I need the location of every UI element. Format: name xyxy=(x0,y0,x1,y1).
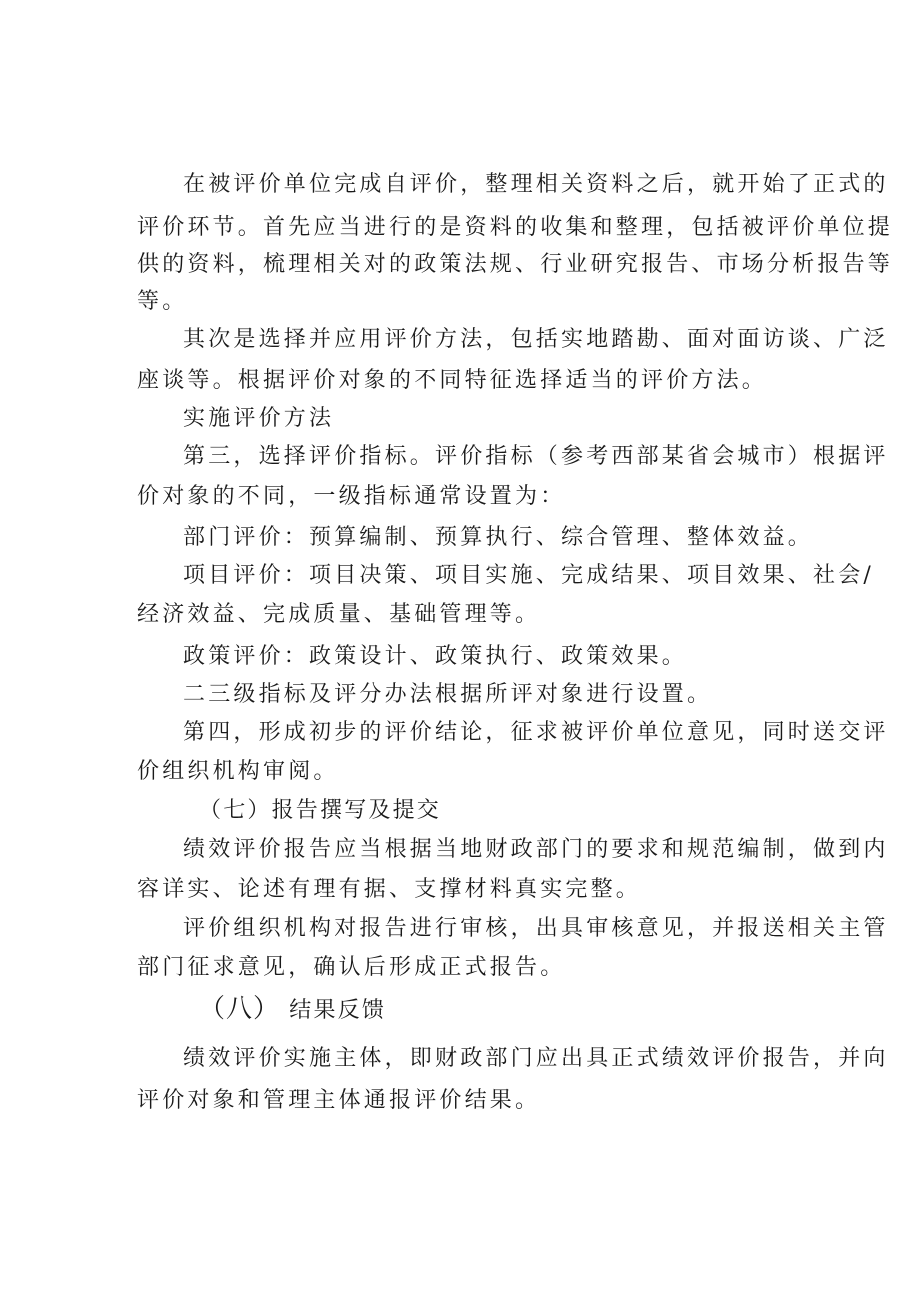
heading-close-paren: ） xyxy=(253,994,281,1024)
paragraph-line: 座谈等。根据评价对象的不同特征选择适当的评价方法。 xyxy=(137,368,768,393)
heading-number: 八 xyxy=(226,994,254,1024)
paragraph-line: 在被评价单位完成自评价，整理相关资料之后，就开始了正式的 xyxy=(183,172,889,197)
section-heading-8 xyxy=(199,994,386,1026)
paragraph-line: 供的资料，梳理相关对的政策法规、行业研究报告、市场分析报告等 xyxy=(137,252,894,277)
paragraph-line: 政策评价：政策设计、政策执行、政策效果。 xyxy=(183,644,688,669)
paragraph-line: 绩效评价报告应当根据当地财政部门的要求和规范编制，做到内 xyxy=(183,837,889,862)
paragraph-line: 价对象的不同，一级指标通常设置为： xyxy=(137,484,566,509)
paragraph-line: 部门征求意见，确认后形成正式报告。 xyxy=(137,955,566,980)
paragraph-line: 实施评价方法 xyxy=(183,406,335,431)
paragraph-line: 其次是选择并应用评价方法，包括实地踏勘、面对面访谈、广泛 xyxy=(183,327,889,352)
paragraph-line: 项目评价：项目决策、项目实施、完成结果、项目效果、社会/ xyxy=(183,563,875,588)
paragraph-line: 评价对象和管理主体通报评价结果。 xyxy=(137,1088,541,1113)
paragraph-line: 评价环节。首先应当进行的是资料的收集和整理，包括被评价单位提 xyxy=(137,215,894,240)
paragraph-line: 等。 xyxy=(137,289,188,314)
paragraph-line: 评价组织机构对报告进行审核，出具审核意见，并报送相关主管 xyxy=(183,916,889,941)
paragraph-line: 容详实、论述有理有据、支撑材料真实完整。 xyxy=(137,877,642,902)
section-heading-7: （七）报告撰写及提交 xyxy=(199,798,442,823)
paragraph-line: 二三级指标及评分办法根据所评对象进行设置。 xyxy=(183,682,713,707)
paragraph-line: 第三，选择评价指标。评价指标（参考西部某省会城市）根据评 xyxy=(183,444,889,469)
paragraph-line: 价组织机构审阅。 xyxy=(137,759,339,784)
paragraph-line: 第四，形成初步的评价结论，征求被评价单位意见，同时送交评 xyxy=(183,720,889,745)
paragraph-line: 经济效益、完成质量、基础管理等。 xyxy=(137,602,541,627)
heading-open-paren: （ xyxy=(199,994,227,1024)
paragraph-line: 绩效评价实施主体，即财政部门应出具正式绩效评价报告，并向 xyxy=(183,1046,889,1071)
heading-title: 结果反馈 xyxy=(289,998,387,1023)
paragraph-line: 部门评价：预算编制、预算执行、综合管理、整体效益。 xyxy=(183,525,814,550)
